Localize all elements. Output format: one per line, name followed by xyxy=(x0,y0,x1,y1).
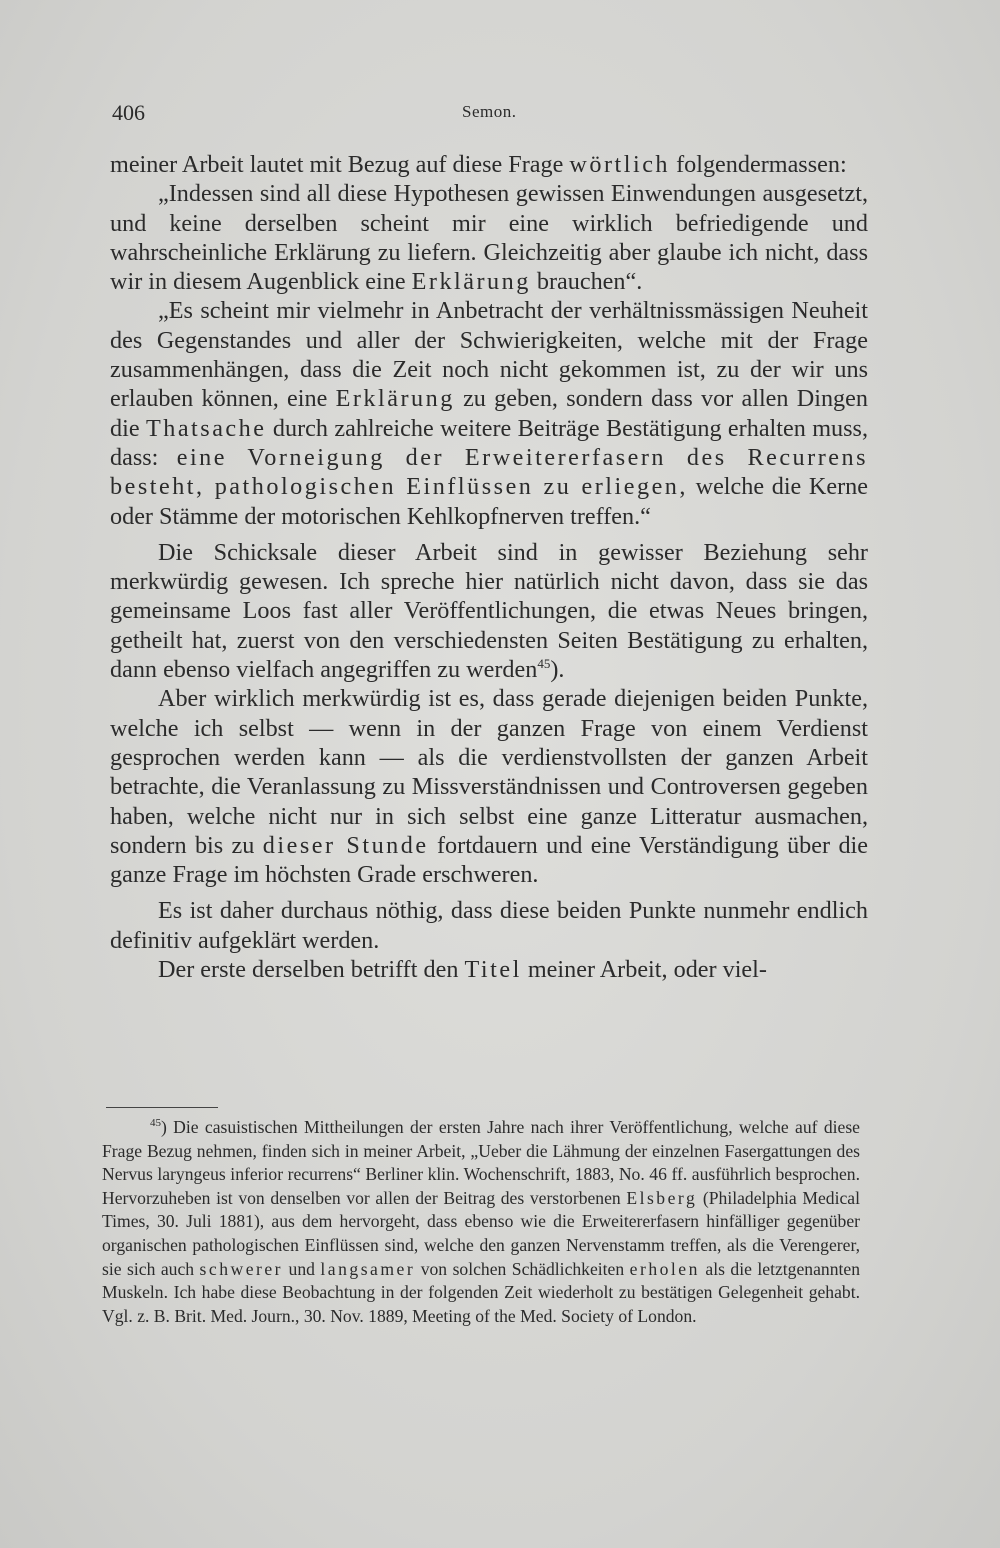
text-run: Aber wirklich merkwürdig ist es, dass gerade diejenigen beiden Punkte, welche ich selbst — wenn in der ganzen Frage von einem Verdienst gesprochen werden kann — als die verdienstvollsten der ganzen Arbeit betrachte, die Veranlassung zu Missverständnissen und Controversen gegeben haben, welche nicht nur in sich selbst eine ganze Litteratur ausmachen, sondern bis zu xyxy=(110,685,868,859)
text-run: folgendermassen: xyxy=(670,151,847,178)
text-run: Der erste derselben betrifft den xyxy=(158,956,465,984)
text-run: meiner Arbeit, oder viel- xyxy=(521,956,767,984)
paragraph xyxy=(110,955,868,984)
footnote-marker: 45 xyxy=(150,1117,161,1129)
footnote-reference[interactable]: 45 xyxy=(537,656,551,672)
emphasis-spaced: eine Vorneigung der Erweitererfasern des Recurrens besteht, pathologischen Einflüssen zu erliegen, xyxy=(110,443,868,501)
paragraph xyxy=(110,684,868,889)
text-run: „Es scheint mir vielmehr in Anbetracht der verhältnissmässigen Neuheit des Gegenstandes und aller der Schwierigkeiten, welche mit der Frage zusammenhängen, dass die Zeit noch nicht gekommen ist, zu der wir uns erlauben können, eine xyxy=(110,297,868,413)
page-header xyxy=(112,100,862,130)
footnote-divider xyxy=(106,1107,218,1108)
emphasis-spaced: wörtlich xyxy=(569,151,671,178)
text-run: zu geben, sondern dass vor allen Dingen die xyxy=(110,385,868,442)
footnote xyxy=(102,1116,860,1328)
footnotes xyxy=(102,1116,860,1328)
paragraph xyxy=(110,296,868,530)
text-run: welche die Kerne oder Stämme der motorischen Kehlkopfnerven treffen.“ xyxy=(110,473,869,530)
text-run: „Indessen sind all diese Hypothesen gewissen Einwendungen ausgesetzt, und keine derselben scheint mir eine wirklich befriedigende und wahrscheinliche Erklärung zu liefern. Gleichzeitig aber glaube ich nicht, dass wir in diesem Augenblick eine xyxy=(110,180,868,296)
emphasis-spaced: Erklärung xyxy=(335,385,455,413)
emphasis-spaced: erholen xyxy=(629,1258,700,1279)
emphasis-spaced: Elsberg xyxy=(626,1187,698,1208)
text-run: fortdauern und eine Verständigung über die ganze Frage im höchsten Grade erschweren. xyxy=(110,831,868,889)
emphasis-spaced: Thatsache xyxy=(145,414,267,442)
emphasis-spaced: schwerer xyxy=(199,1258,284,1279)
text-run: als die letztgenannten Muskeln. Ich habe diese Beobachtung in der folgenden Zeit wiederholt zu bestätigen Gelegenheit gehabt. Vgl. z. B. Brit. Med. Journ., 30. Nov. 1889, Meeting of the Med. Society of London. xyxy=(102,1258,860,1326)
emphasis-spaced: Titel xyxy=(464,956,522,984)
text-run: durch zahlreiche weitere Beiträge Bestätigung erhalten muss, dass: xyxy=(110,414,868,471)
text-run: ) Die casuistischen Mittheilungen der ersten Jahre nach ihrer Veröffentlichung, welche auf diese Frage Bezug nehmen, finden sich in meiner Arbeit, „Ueber die Lähmung der einzelnen Fasergattungen des Nervus laryngeus inferior recurrens“ Berliner klin. Wochenschrift, 1883, No. 46 ff. ausführlich besprochen. Hervorzuheben ist von denselben vor allen der Beitrag des verstorbenen xyxy=(102,1117,860,1208)
emphasis-spaced: dieser Stunde xyxy=(262,831,429,859)
text-run: brauchen“. xyxy=(530,268,643,296)
page-number: 406 xyxy=(112,100,145,125)
text-run: (Philadelphia Medical Times, 30. Juli 1881), aus dem hervorgeht, dass ebenso wie die Erweitererfasern hinfälliger gegenüber organischen pathologischen Einflüssen sind, welche den ganzen Nervenstamm treffen, als die Verengerer, sie sich auch xyxy=(102,1187,860,1279)
paragraph: Es ist daher durchaus nöthig, dass diese beiden Punkte nunmehr endlich definitiv aufgeklärt werden. xyxy=(110,897,868,954)
text-run: meiner Arbeit lautet mit Bezug auf diese Frage xyxy=(110,151,570,178)
emphasis-spaced: Erklärung xyxy=(411,268,531,296)
running-head: Semon. xyxy=(462,102,517,121)
body-text xyxy=(110,150,868,984)
paragraph xyxy=(110,179,868,296)
emphasis-spaced: langsamer xyxy=(320,1258,416,1279)
text-run: Die Schicksale dieser Arbeit sind in gewisser Beziehung sehr merkwürdig gewesen. Ich spreche hier natürlich nicht davon, dass sie das gemeinsame Loos fast aller Veröffentlichungen, die etwas Neues bringen, getheilt hat, zuerst von den verschiedensten Seiten Bestätigung zu erhalten, dann ebenso vielfach angegriffen zu werden xyxy=(110,538,868,684)
text-run: ). xyxy=(550,656,565,684)
text-run: und xyxy=(283,1258,321,1279)
text-run: von solchen Schädlichkeiten xyxy=(415,1258,630,1279)
paragraph xyxy=(110,538,868,684)
paragraph xyxy=(110,150,868,179)
